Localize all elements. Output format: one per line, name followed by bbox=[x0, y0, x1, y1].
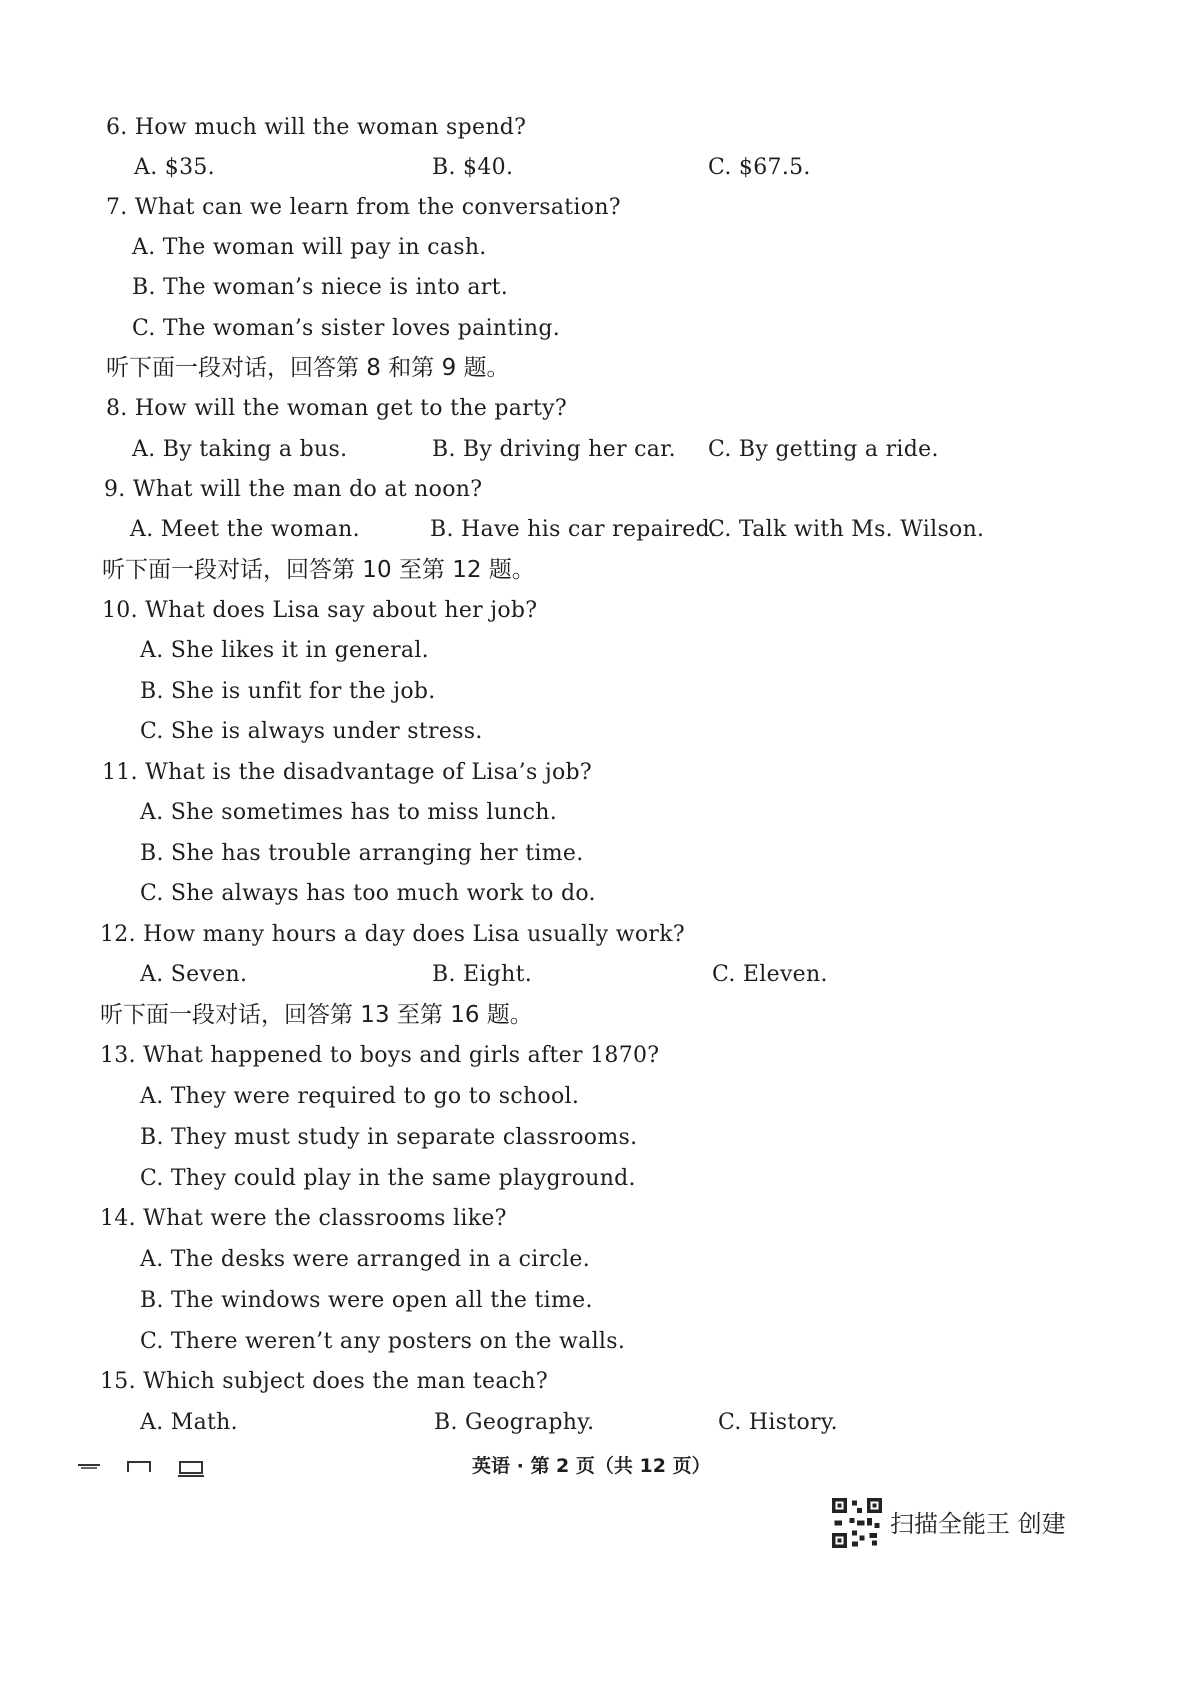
question-14-option-a: A. The desks were arranged in a circle. bbox=[140, 1247, 590, 1272]
question-11-stem: 11. What is the disadvantage of Lisa’s job? bbox=[102, 760, 592, 785]
question-13-option-b: B. They must study in separate classrooms. bbox=[140, 1125, 638, 1150]
instruction-13-16: 听下面一段对话，回答第 13 至第 16 题。 bbox=[100, 1002, 533, 1028]
question-10-option-a: A. She likes it in general. bbox=[140, 638, 429, 663]
question-6-option-c: C. $67.5. bbox=[708, 155, 811, 180]
question-9-stem: 9. What will the man do at noon? bbox=[104, 477, 483, 502]
question-14-option-c: C. There weren’t any posters on the walls. bbox=[140, 1329, 626, 1354]
question-11-option-c: C. She always has too much work to do. bbox=[140, 881, 596, 906]
question-6-stem: 6. How much will the woman spend? bbox=[106, 115, 527, 140]
question-10-option-c: C. She is always under stress. bbox=[140, 719, 483, 744]
question-8-option-b: B. By driving her car. bbox=[432, 437, 676, 462]
question-9-option-a: A. Meet the woman. bbox=[130, 517, 360, 542]
question-13-stem: 13. What happened to boys and girls after 1870? bbox=[100, 1043, 660, 1068]
question-11-option-a: A. She sometimes has to miss lunch. bbox=[140, 800, 558, 825]
question-7-option-c: C. The woman’s sister loves painting. bbox=[132, 316, 561, 341]
question-10-option-b: B. She is unfit for the job. bbox=[140, 679, 436, 704]
question-7-stem: 7. What can we learn from the conversation? bbox=[106, 195, 621, 220]
question-15-stem: 15. Which subject does the man teach? bbox=[100, 1369, 548, 1394]
question-13-option-c: C. They could play in the same playground. bbox=[140, 1166, 636, 1191]
watermark-text: 扫描全能王 创建 bbox=[890, 1510, 1066, 1538]
question-15-option-c: C. History. bbox=[718, 1410, 838, 1435]
question-13-option-a: A. They were required to go to school. bbox=[140, 1084, 580, 1109]
qr-code-icon bbox=[832, 1498, 882, 1548]
question-15-option-a: A. Math. bbox=[140, 1410, 238, 1435]
question-14-option-b: B. The windows were open all the time. bbox=[140, 1288, 593, 1313]
question-15-option-b: B. Geography. bbox=[434, 1410, 595, 1435]
question-12-option-c: C. Eleven. bbox=[712, 962, 828, 987]
question-12-option-a: A. Seven. bbox=[140, 962, 248, 987]
question-6-option-a: A. $35. bbox=[134, 155, 215, 180]
instruction-10-12: 听下面一段对话，回答第 10 至第 12 题。 bbox=[102, 557, 535, 583]
question-12-stem: 12. How many hours a day does Lisa usually work? bbox=[100, 922, 685, 947]
question-8-stem: 8. How will the woman get to the party? bbox=[106, 396, 567, 421]
question-7-option-b: B. The woman’s niece is into art. bbox=[132, 275, 509, 300]
question-7-option-a: A. The woman will pay in cash. bbox=[132, 235, 487, 260]
question-8-option-c: C. By getting a ride. bbox=[708, 437, 939, 462]
question-14-stem: 14. What were the classrooms like? bbox=[100, 1206, 507, 1231]
scan-marks-icon bbox=[76, 1458, 206, 1480]
question-6-option-b: B. $40. bbox=[432, 155, 514, 180]
question-8-option-a: A. By taking a bus. bbox=[132, 437, 348, 462]
question-9-option-c: C. Talk with Ms. Wilson. bbox=[708, 517, 985, 542]
question-9-option-b: B. Have his car repaired. bbox=[430, 517, 718, 542]
question-10-stem: 10. What does Lisa say about her job? bbox=[102, 598, 538, 623]
question-11-option-b: B. She has trouble arranging her time. bbox=[140, 841, 584, 866]
page-footer-label: 英语 · 第 2 页（共 12 页） bbox=[472, 1455, 711, 1477]
instruction-8-9: 听下面一段对话，回答第 8 和第 9 题。 bbox=[106, 355, 510, 381]
question-12-option-b: B. Eight. bbox=[432, 962, 533, 987]
